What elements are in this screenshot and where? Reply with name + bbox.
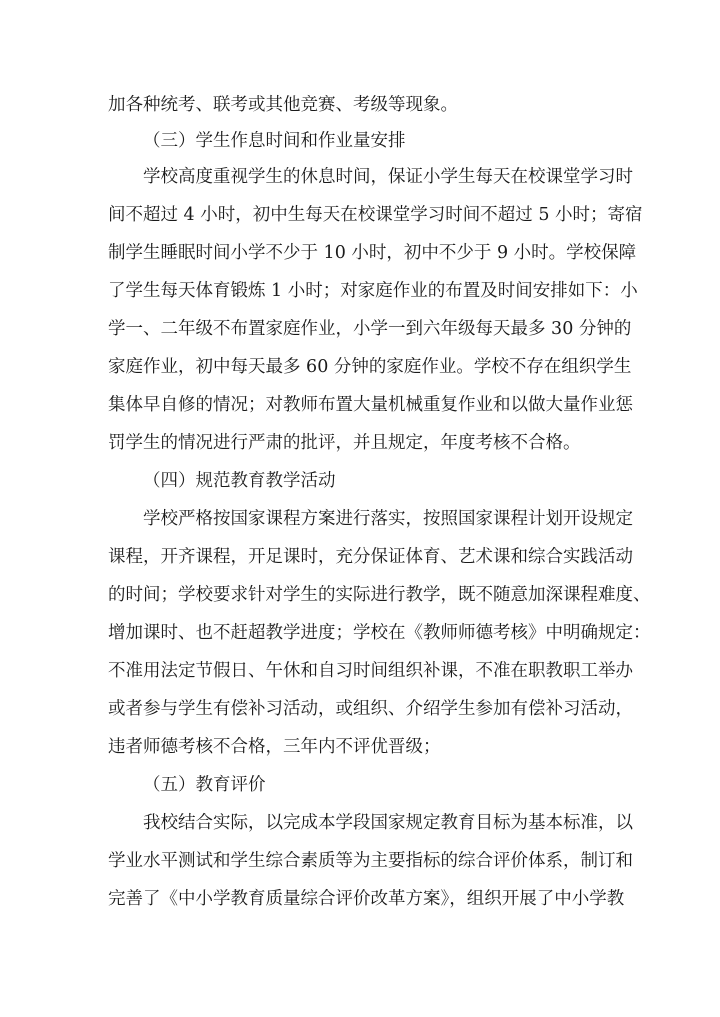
section-heading-5: （五）教育评价 xyxy=(143,775,266,795)
section-heading-3: （三）学生作息时间和作业量安排 xyxy=(143,131,406,151)
paragraph-line: 完善了《中小学教育质量综合评价改革方案》，组织开展了中小学教 xyxy=(108,889,625,909)
paragraph-line: 不准用法定节假日、午休和自习时间组织补课，不准在职教职工举办 xyxy=(108,661,633,681)
paragraph-line: 或者参与学生有偿补习活动，或组织、介绍学生参加有偿补习活动， xyxy=(108,699,633,719)
paragraph-line: 间不超过 4 小时，初中生每天在校课堂学习时间不超过 5 小时；寄宿 xyxy=(108,205,643,225)
paragraph-line: 课程，开齐课程，开足课时，充分保证体育、艺术课和综合实践活动 xyxy=(108,547,633,567)
paragraph-line: 我校结合实际，以完成本学段国家规定教育目标为基本标准，以 xyxy=(143,813,633,833)
paragraph-line: 学校严格按国家课程方案进行落实，按照国家课程计划开设规定 xyxy=(143,509,633,529)
paragraph-line: 家庭作业，初中每天最多 60 分钟的家庭作业。学校不存在组织学生 xyxy=(108,357,632,377)
paragraph-line: 集体早自修的情况；对教师布置大量机械重复作业和以做大量作业惩 xyxy=(108,395,633,415)
paragraph-line: 违者师德考核不合格，三年内不评优晋级； xyxy=(108,737,441,757)
section-heading-4: （四）规范教育教学活动 xyxy=(143,471,336,491)
paragraph-line: 学一、二年级不布置家庭作业，小学一到六年级每天最多 30 分钟的 xyxy=(108,319,632,339)
paragraph-line: 制学生睡眠时间小学不少于 10 小时，初中不少于 9 小时。学校保障 xyxy=(108,243,637,263)
paragraph-line: 学业水平测试和学生综合素质等为主要指标的综合评价体系，制订和 xyxy=(108,851,633,871)
paragraph-line: 增加课时、也不赶超教学进度；学校在《教师师德考核》中明确规定： xyxy=(108,623,651,643)
paragraph-line: 的时间；学校要求针对学生的实际进行教学，既不随意加深课程难度、 xyxy=(108,585,651,605)
paragraph-line: 加各种统考、联考或其他竞赛、考级等现象。 xyxy=(108,95,458,115)
paragraph-line: 学校高度重视学生的休息时间，保证小学生每天在校课堂学习时 xyxy=(143,167,633,187)
paragraph-line: 罚学生的情况进行严肃的批评，并且规定，年度考核不合格。 xyxy=(108,433,581,453)
paragraph-line: 了学生每天体育锻炼 1 小时；对家庭作业的布置及时间安排如下：小 xyxy=(108,281,638,301)
